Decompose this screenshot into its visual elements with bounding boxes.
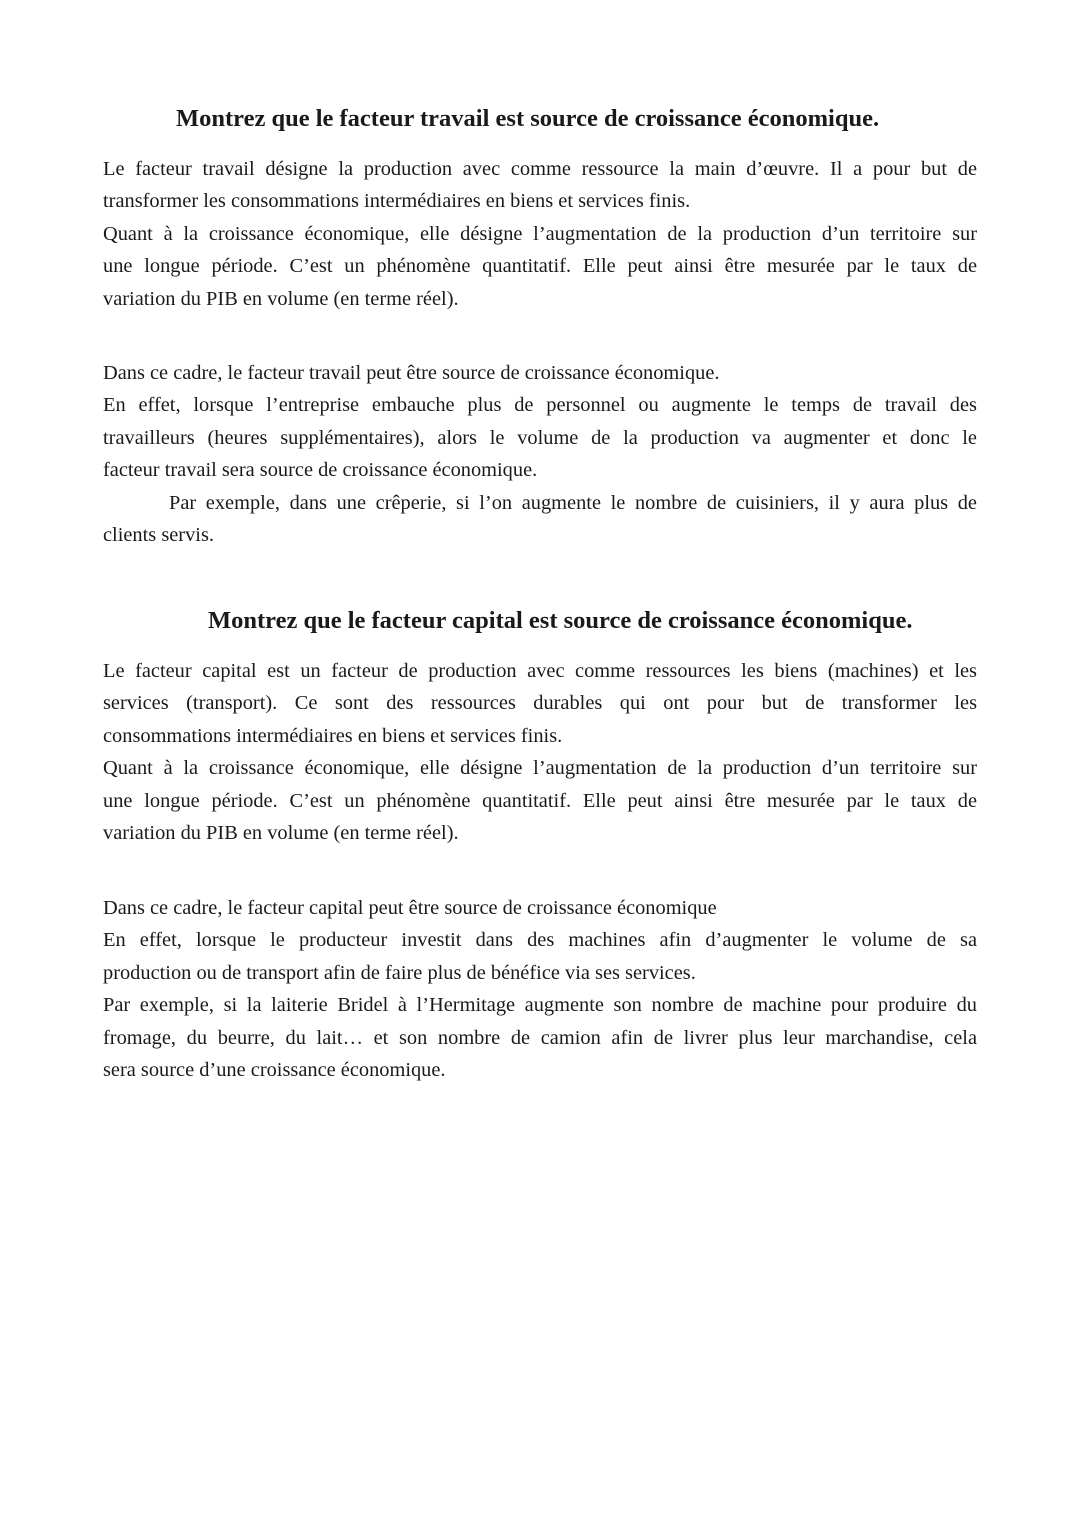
text-line: facteur travail sera source de croissance économique.	[103, 459, 538, 482]
text-line: production ou de transport afin de faire plus de bénéfice via ses services.	[103, 961, 696, 984]
text-line: travailleurs (heures supplémentaires), alors le volume de la production va augmenter et donc le	[103, 426, 977, 449]
text-line: Dans ce cadre, le facteur travail peut être source de croissance économique.	[103, 362, 720, 384]
text-line: Quant à la croissance économique, elle désigne l’augmentation de la production d’un territoire sur	[103, 222, 977, 245]
text-line: Par exemple, si la laiterie Bridel à l’Hermitage augmente son nombre de machine pour produire du	[103, 994, 977, 1017]
text-line: clients servis.	[103, 523, 214, 546]
text-line: variation du PIB en volume (en terme réel).	[103, 821, 459, 844]
text-line: services (transport). Ce sont des ressources durables qui ont pour but de transformer les	[103, 692, 977, 715]
text-line: En effet, lorsque l’entreprise embauche plus de personnel ou augmente le temps de travail des	[103, 394, 977, 417]
paragraph-labour-definitions	[103, 153, 977, 315]
text-line: transformer les consommations intermédiaires en biens et services finis.	[103, 190, 691, 213]
text-line: Dans ce cadre, le facteur capital peut être source de croissance économique	[103, 897, 717, 919]
text-line: consommations intermédiaires en biens et services finis.	[103, 724, 563, 747]
heading-labour-factor: Montrez que le facteur travail est source de croissance économique.	[176, 105, 880, 132]
paragraph-capital-argument	[103, 892, 977, 1086]
text-line: Le facteur capital est un facteur de production avec comme ressources les biens (machines) et les	[103, 660, 977, 682]
paragraph-capital-definitions	[103, 655, 977, 849]
text-line: Par exemple, dans une crêperie, si l’on augmente le nombre de cuisiniers, il y aura plus de	[169, 491, 977, 514]
paragraph-labour-argument	[103, 357, 977, 551]
heading-capital-factor: Montrez que le facteur capital est source de croissance économique.	[208, 607, 913, 634]
text-line: Le facteur travail désigne la production avec comme ressource la main d’œuvre. Il a pour but de	[103, 158, 977, 180]
text-line: sera source d’une croissance économique.	[103, 1058, 446, 1081]
text-line: une longue période. C’est un phénomène quantitatif. Elle peut ainsi être mesurée par le taux de	[103, 255, 977, 278]
text-line: variation du PIB en volume (en terme réel).	[103, 287, 459, 310]
text-line: Quant à la croissance économique, elle désigne l’augmentation de la production d’un territoire sur	[103, 757, 977, 780]
text-line: fromage, du beurre, du lait… et son nombre de camion afin de livrer plus leur marchandise, cela	[103, 1026, 977, 1049]
text-line: En effet, lorsque le producteur investit dans des machines afin d’augmenter le volume de sa	[103, 929, 977, 952]
text-line: une longue période. C’est un phénomène quantitatif. Elle peut ainsi être mesurée par le taux de	[103, 789, 977, 812]
